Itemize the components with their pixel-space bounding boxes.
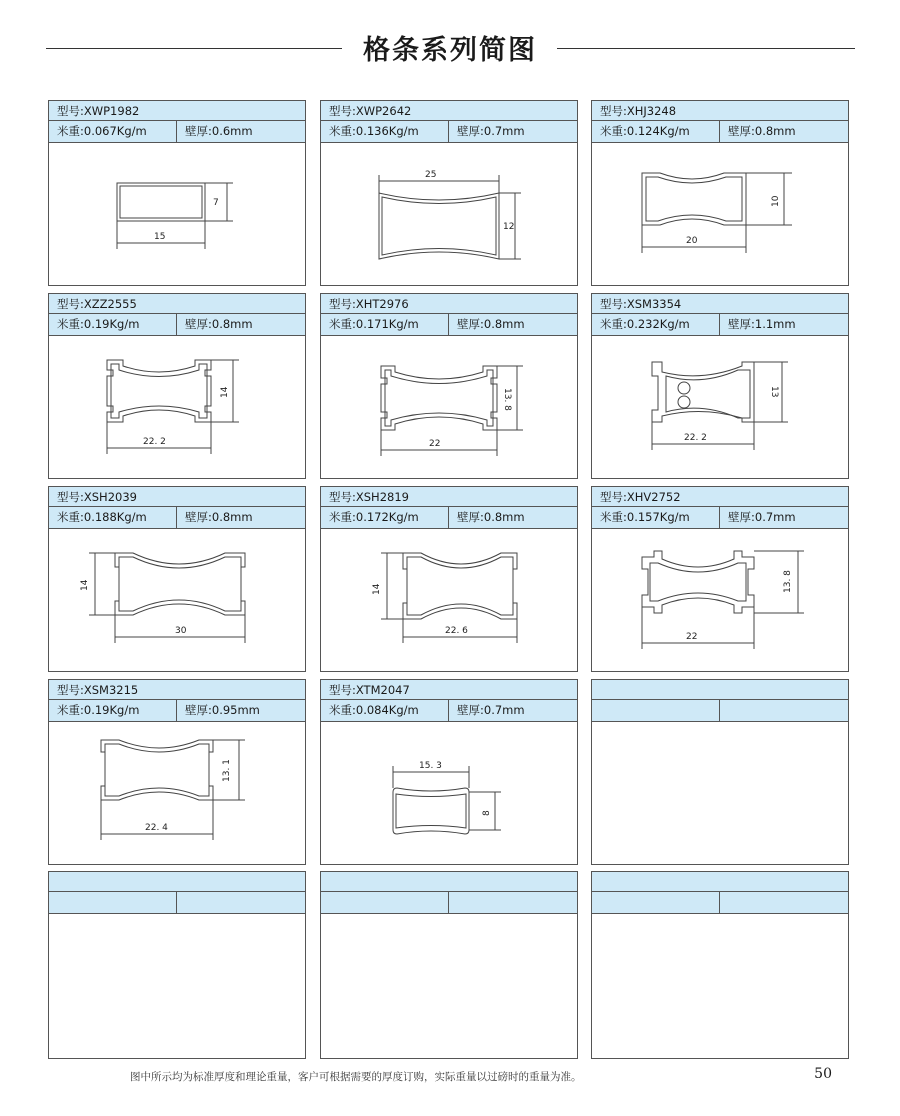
- dim-width: 22. 2: [143, 437, 166, 447]
- spec-row: [321, 700, 577, 722]
- dim-width: 20: [686, 236, 698, 246]
- thickness-label: 壁厚:0.8mm: [185, 510, 253, 524]
- empty-card: [591, 679, 849, 865]
- weight-label: 米重:0.136Kg/m: [321, 121, 449, 142]
- model-label: 型号:XZZ2555: [49, 294, 305, 314]
- model-label: [49, 872, 305, 892]
- thickness-label: 壁厚:0.6mm: [185, 124, 253, 138]
- weight-label: [592, 892, 720, 913]
- weight-label: 米重:0.19Kg/m: [49, 314, 177, 335]
- weight-label: 米重:0.19Kg/m: [49, 700, 177, 721]
- profile-card-xzz2555: [48, 293, 306, 479]
- profile-drawing: [321, 336, 577, 478]
- weight-label: [49, 892, 177, 913]
- dim-width: 22: [429, 439, 441, 449]
- thickness-label: 壁厚:0.8mm: [185, 317, 253, 331]
- profile-drawing: [49, 336, 305, 478]
- dim-width: 22. 4: [145, 823, 168, 833]
- weight-label: 米重:0.157Kg/m: [592, 507, 720, 528]
- model-label: 型号:XHT2976: [321, 294, 577, 314]
- thickness-label: [720, 892, 848, 913]
- thickness-label: [449, 892, 577, 913]
- spec-row: [321, 507, 577, 529]
- thickness-label: 壁厚:0.7mm: [457, 703, 525, 717]
- spec-row: [592, 700, 848, 722]
- spec-row: [49, 892, 305, 914]
- model-label: 型号:XSM3215: [49, 680, 305, 700]
- profile-drawing: [592, 336, 848, 478]
- profile-card-xsm3354: [591, 293, 849, 479]
- model-label: 型号:XSH2039: [49, 487, 305, 507]
- dim-height: 14: [80, 579, 90, 591]
- dim-height: 7: [213, 198, 219, 208]
- profile-card-xsm3215: [48, 679, 306, 865]
- spec-row: [592, 892, 848, 914]
- page-number: 50: [814, 1066, 832, 1082]
- model-label: 型号:XWP2642: [321, 101, 577, 121]
- thickness-label: 壁厚:0.8mm: [728, 124, 796, 138]
- dim-width: 22: [686, 632, 698, 642]
- spec-row: [321, 892, 577, 914]
- thickness-label: 壁厚:0.7mm: [457, 124, 525, 138]
- dim-width: 22. 2: [684, 433, 707, 443]
- profile-card-xtm2047: [320, 679, 578, 865]
- spec-row: [49, 507, 305, 529]
- profile-drawing: [321, 143, 577, 285]
- dim-height: 10: [771, 195, 781, 207]
- model-label: [592, 872, 848, 892]
- dim-width: 25: [425, 170, 437, 180]
- weight-label: 米重:0.232Kg/m: [592, 314, 720, 335]
- profile-card-xsh2819: [320, 486, 578, 672]
- profile-drawing: [49, 722, 305, 864]
- profile-drawing: [321, 722, 577, 864]
- dim-height: 13. 1: [222, 759, 232, 782]
- model-label: 型号:XSH2819: [321, 487, 577, 507]
- weight-label: 米重:0.171Kg/m: [321, 314, 449, 335]
- footer-note: 图中所示均为标准厚度和理论重量，客户可根据需要的厚度订购，实际重量以过磅时的重量为准。: [130, 1071, 582, 1083]
- profile-card-xsh2039: [48, 486, 306, 672]
- weight-label: [592, 700, 720, 721]
- weight-label: 米重:0.172Kg/m: [321, 507, 449, 528]
- spec-row: [592, 121, 848, 143]
- profile-drawing: [49, 529, 305, 671]
- dim-width: 30: [175, 626, 187, 636]
- model-label: [592, 680, 848, 700]
- thickness-label: 壁厚:0.8mm: [457, 317, 525, 331]
- model-label: 型号:XWP1982: [49, 101, 305, 121]
- dim-height: 12: [503, 222, 515, 232]
- model-label: 型号:XHJ3248: [592, 101, 848, 121]
- page-title: 格条系列简图: [363, 35, 537, 66]
- thickness-label: 壁厚:0.95mm: [185, 703, 260, 717]
- profile-card-xwp1982: [48, 100, 306, 286]
- spec-row: [49, 700, 305, 722]
- profile-drawing: [49, 143, 305, 285]
- dim-height: 13: [769, 386, 779, 398]
- weight-label: 米重:0.188Kg/m: [49, 507, 177, 528]
- thickness-label: 壁厚:0.7mm: [728, 510, 796, 524]
- dim-width: 15: [154, 232, 166, 242]
- empty-card: [591, 871, 849, 1059]
- model-label: 型号:XSM3354: [592, 294, 848, 314]
- weight-label: 米重:0.084Kg/m: [321, 700, 449, 721]
- spec-row: [321, 121, 577, 143]
- profile-card-xht2976: [320, 293, 578, 479]
- spec-row: [49, 121, 305, 143]
- model-label: [321, 872, 577, 892]
- profile-card-xwp2642: [320, 100, 578, 286]
- empty-card: [48, 871, 306, 1059]
- spec-row: [592, 314, 848, 336]
- model-label: 型号:XHV2752: [592, 487, 848, 507]
- thickness-label: [720, 700, 848, 721]
- dim-height: 13. 8: [783, 570, 793, 593]
- dim-height: 13. 8: [502, 388, 512, 411]
- spec-row: [592, 507, 848, 529]
- empty-card: [320, 871, 578, 1059]
- weight-label: [321, 892, 449, 913]
- dim-width: 15. 3: [419, 761, 442, 771]
- dim-height: 8: [482, 810, 492, 816]
- thickness-label: [177, 892, 305, 913]
- profile-card-xhj3248: [591, 100, 849, 286]
- model-label: 型号:XTM2047: [321, 680, 577, 700]
- profile-drawing: [592, 143, 848, 285]
- profile-card-xhv2752: [591, 486, 849, 672]
- spec-row: [49, 314, 305, 336]
- dim-height: 14: [220, 386, 230, 398]
- dim-height: 14: [372, 583, 382, 595]
- weight-label: 米重:0.124Kg/m: [592, 121, 720, 142]
- dim-width: 22. 6: [445, 626, 468, 636]
- thickness-label: 壁厚:1.1mm: [728, 317, 796, 331]
- profile-drawing: [592, 529, 848, 671]
- weight-label: 米重:0.067Kg/m: [49, 121, 177, 142]
- profile-drawing: [321, 529, 577, 671]
- thickness-label: 壁厚:0.8mm: [457, 510, 525, 524]
- spec-row: [321, 314, 577, 336]
